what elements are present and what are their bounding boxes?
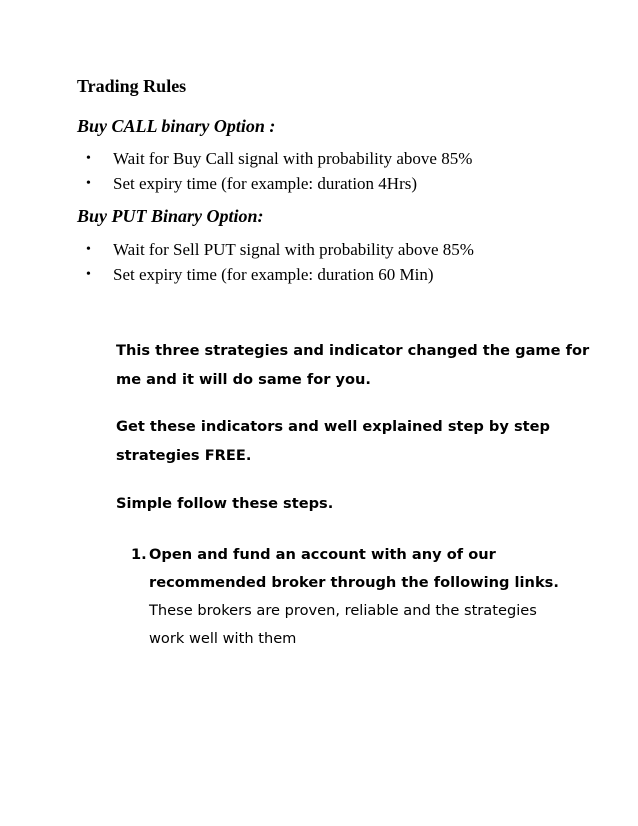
bullet-icon: •: [86, 267, 91, 282]
buy-call-heading: Buy CALL binary Option :: [77, 116, 276, 136]
promo-line: This three strategies and indicator changed the game for: [116, 342, 590, 359]
steps-intro: [116, 489, 576, 518]
bullet-text: Wait for Sell PUT signal with probability above 85%: [113, 240, 474, 259]
bullet-text: Set expiry time (for example: duration 4Hrs): [113, 174, 418, 193]
trading-rules-title: Trading Rules: [77, 76, 187, 96]
bullet-text: Set expiry time (for example: duration 60 Min): [113, 265, 434, 284]
step-normal-line: work well with them: [149, 630, 297, 647]
bullet-icon: •: [86, 176, 91, 191]
buy-put-heading: Buy PUT Binary Option:: [77, 206, 264, 226]
promo-paragraph: [116, 336, 590, 394]
step-number: 1.: [131, 546, 147, 563]
step-bold-line: Open and fund an account with any of our: [149, 546, 496, 563]
step-body: [149, 541, 559, 653]
free-offer-line: strategies FREE.: [116, 447, 252, 464]
steps-intro-line: Simple follow these steps.: [116, 495, 334, 512]
bullet-icon: •: [86, 151, 91, 166]
free-offer-line: Get these indicators and well explained step by step: [116, 418, 550, 435]
free-offer-paragraph: [116, 412, 576, 470]
bullet-text: Wait for Buy Call signal with probability above 85%: [113, 149, 473, 168]
step-normal-line: These brokers are proven, reliable and the strategies: [149, 602, 537, 619]
promo-line: me and it will do same for you.: [116, 371, 371, 388]
step-bold-line: recommended broker through the following links.: [149, 574, 559, 591]
bullet-icon: •: [86, 242, 91, 257]
